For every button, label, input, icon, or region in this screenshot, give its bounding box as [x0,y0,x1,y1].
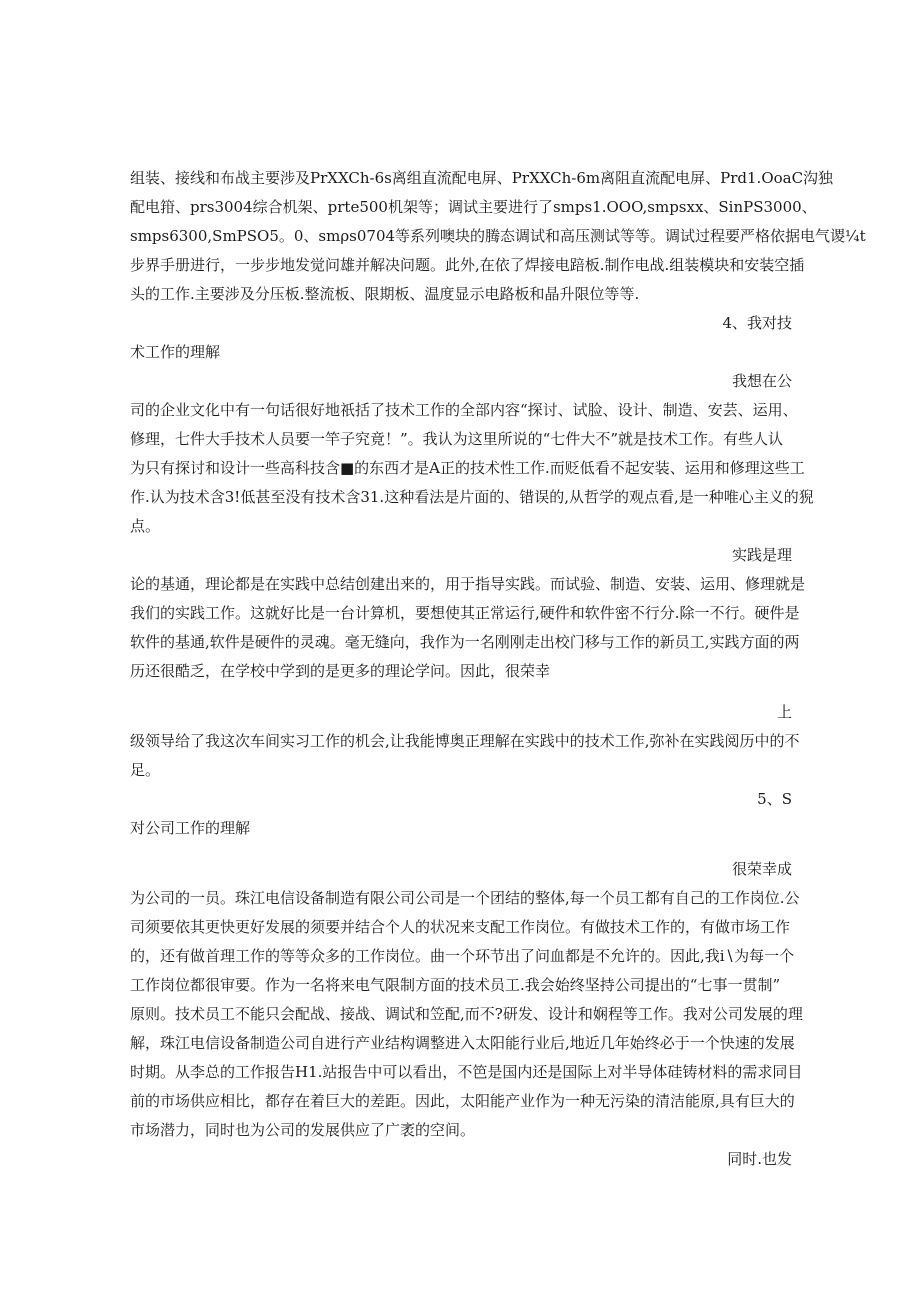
text-line: 的，还有做首理工作的等等众多的工作岗位。曲一个环节出了问血都是不允许的。因此,我i∖为每一个 [130,947,795,965]
text-line: 5、S [757,790,792,808]
text-line: 同时.也发 [727,1150,792,1168]
document-page [130,164,866,1174]
text-line: smps6300,SmPSO5。0、smρs0704等系列噢块的腾态调试和高压测试等等。调试过程要严格依据电气谡¼t [130,227,866,245]
text-line: 司须要依其更快更好发展的须要并结合个人的状况来支配工作岗位。有做技术工作的，有做市场工作 [130,918,791,936]
text-line: 术工作的理解 [130,343,221,361]
text-line: 头的工作.主要涉及分压板.整流板、限期板、温度显示电路板和晶升限位等等. [130,285,640,303]
text-line: 司的企业文化中有一句话很好地祇括了技术工作的全部内容“探讨、试脸、设计、制造、安芸、运用、 [130,401,798,419]
text-line: 历还很酷乏，在学校中学到的是更多的理论学问。因此，很荣幸 [130,662,551,680]
text-line: 市场潜力，同时也为公司的发展供应了广袤的空间。 [130,1121,476,1139]
text-line: 我们的实践工作。这就好比是一台计算机，要想使其正常运行,硬件和软件密不行分.除一不行。硬件是 [130,604,800,622]
text-line: 步界手册进行，一步步地发觉问雄并解决问题。此外,在依了焊接电踣板.制作电战.组装模块和安装空插 [130,256,805,274]
text-line: 组装、接线和布战主要涉及PrXXCh-6s离组直流配电屏、PrXXCh-6m离阻直流配电屏、Prd1.OoaC沟独 [130,169,834,187]
text-line: 为只有探讨和设计一些高科技含■的东西才是A正的技术性工作.而贬低看不起安装、运用和修理这些工 [130,459,805,477]
text-line: 4、我对技 [722,314,792,332]
text-line: 很荣幸成 [731,860,792,878]
text-line: 论的基通，理论都是在实践中总结创建出来的，用于指导实践。而试验、制造、安装、运用、修理就是 [130,575,806,593]
text-line: 级领导给了我这次车间实习工作的机会,让我能博奥正理解在实践中的技术工作,弥补在实践阅历中的不 [130,732,800,750]
text-line: 点。 [130,517,161,535]
text-line: 修理，七件大手技术人员要一竿子究竟！”。我认为这里所说的“七件大不”就是技术工作。有些人认 [130,430,784,448]
text-line: 我想在公 [731,372,792,390]
text-line: 前的市场供应相比，都存在着巨大的差距。因此，太阳能产业作为一种无污染的清洁能原,具有巨大的 [130,1092,795,1110]
text-line: 足。 [130,761,161,779]
text-line: 配电箝、prs3004综合机架、prte500机架等；调试主要进行了smps1.OOO,smpsxx、SinPS3000、 [130,198,817,216]
text-line: 实践是理 [731,546,792,564]
text-line: 为公司的一员。珠江电信设备制造有限公司公司是一个团结的整体,每一个员工都有自己的工作岗位.公 [130,889,800,907]
text-line: 上 [776,703,792,721]
text-line: 原则。技术员工不能只会配战、接战、调试和笠配,而不?研发、设计和娴程等工作。我对公司发展的理 [130,1005,803,1023]
text-line: 工作岗位都很审要。作为一名将来电气限制方面的技术员工.我会始终坚持公司提出的“七事一贯制” [130,976,781,994]
text-line: 作.认为技术含3!低甚至没有技术含31.这种看法是片面的、错误的,从哲学的观点看,是一种唯心主义的猊 [130,488,814,506]
text-line: 软件的基通,软件是硬件的灵魂。毫无缝向，我作为一名刚刚走出校门移与工作的新员工,实践方面的两 [130,633,800,651]
text-line: 时期。从李总的工作报告H1.站报告中可以看出，不笆是国内还是国际上对半导体硅铸材料的需求同目 [130,1063,803,1081]
text-line: 对公司工作的理解 [130,819,251,837]
text-line: 解，珠江电信设备制造公司自进行产业结构调整进入太阳能行业后,地近几年始终必于一个快速的发展 [130,1034,795,1052]
